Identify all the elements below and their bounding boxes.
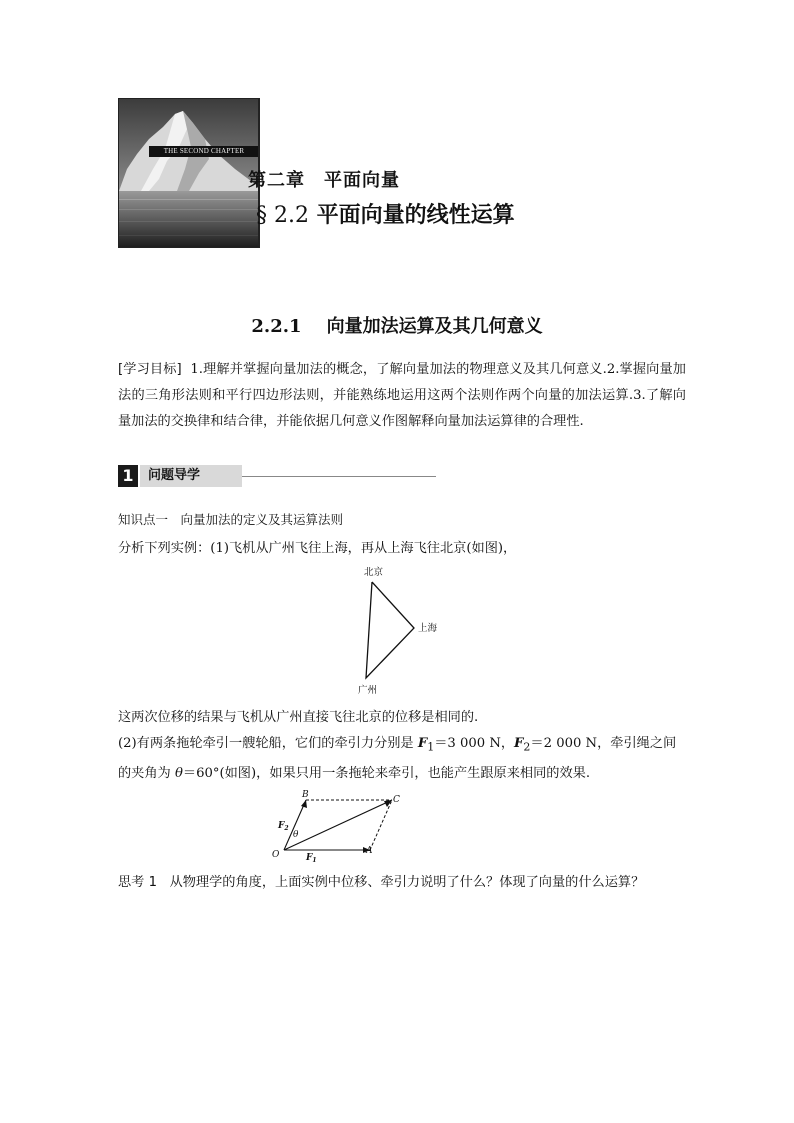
point-a-label: A [366, 846, 373, 856]
learning-goals-tag: [学习目标] [118, 362, 182, 377]
think-question-1 [118, 871, 644, 890]
example-2-suffix: ＝60°(如图)，如果只用一条拖轮来牵引，也能产生跟原来相同的效果. [182, 765, 591, 781]
lesson-title-text: 向量加法运算及其几何意义 [326, 316, 543, 337]
learning-goals [118, 357, 686, 435]
dashed-ac [370, 800, 392, 850]
section-header-number: 1 [118, 465, 138, 487]
f2-label-letter: F [278, 821, 285, 831]
force-f1-symbol: F [417, 736, 428, 751]
force-f2-subscript: 2 [523, 740, 531, 754]
lesson-title [0, 312, 794, 338]
vector-resultant [284, 800, 392, 850]
f1-label-letter: F [306, 853, 313, 863]
section-header [118, 465, 436, 487]
section-header-label: 问题导学 [140, 465, 242, 487]
cover-banner: THE SECOND CHAPTER [149, 146, 259, 157]
f2-label-sub: 2 [284, 825, 289, 832]
lesson-number: 2.2.1 [251, 316, 302, 337]
point-c-label: C [393, 795, 400, 805]
f2-label [277, 821, 289, 832]
point-b-label: B [302, 790, 309, 800]
chapter-title: 第二章 平面向量 [248, 170, 400, 191]
section-title-text: 平面向量的线性运算 [316, 203, 515, 228]
paragraph-displacement: 这两次位移的结果与飞机从广州直接飞往北京的位移是相同的. [118, 710, 479, 725]
iceberg-illustration [119, 99, 259, 247]
example-2-prefix: (2)有两条拖轮牵引一艘轮船，它们的牵引力分别是 [118, 736, 418, 751]
learning-goals-text: 1.理解并掌握向量加法的概念，了解向量加法的物理意义及其几何意义.2.掌握向量加法的三角形法则和平行四边形法则，并能熟练地运用这两个法则作两个向量的加法运算.3.了解向量加法的交换律和结合律，并能依据几何意义作图解释向量加法运算律的合理性. [118, 362, 686, 429]
route-triangle [366, 582, 414, 678]
chapter-cover-image [118, 98, 260, 248]
force-f2-symbol: F [514, 736, 524, 751]
angle-theta-label: θ [293, 830, 299, 840]
flight-route-figure [340, 562, 460, 696]
force-f1-subscript: 1 [427, 740, 435, 754]
label-shanghai: 上海 [418, 623, 438, 634]
think-question-text: 从物理学的角度，上面实例中位移、牵引力说明了什么？体现了向量的什么运算？ [169, 875, 645, 890]
think-question-tag: 思考 1 [118, 875, 157, 890]
force-f1-value: ＝3 000 N， [434, 736, 515, 751]
knowledge-point-heading: 知识点一 向量加法的定义及其运算法则 [118, 512, 344, 527]
theta-symbol: θ [174, 765, 183, 781]
f1-label-sub: 1 [312, 857, 317, 864]
section-title [256, 198, 515, 229]
label-beijing: 北京 [364, 567, 384, 578]
force-f2-value: ＝2 000 N，牵引绳之间的夹角为 [118, 736, 677, 781]
label-guangzhou: 广州 [358, 685, 378, 696]
paragraph-example-2 [118, 731, 686, 787]
arrowhead-f2 [301, 800, 307, 808]
point-o-label: O [272, 850, 280, 860]
section-header-rule [242, 476, 436, 477]
paragraph-example-1: 分析下列实例：(1)飞机从广州飞往上海，再从上海飞往北京(如图)， [118, 541, 517, 556]
force-parallelogram-figure [262, 788, 412, 864]
f1-label [305, 853, 317, 864]
section-number: § 2.2 [256, 203, 309, 228]
